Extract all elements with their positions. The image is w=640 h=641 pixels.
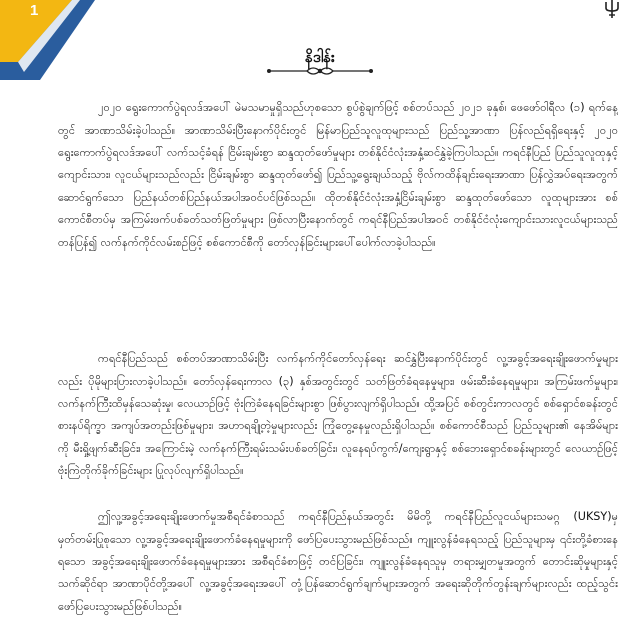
paragraph-1: ၂၀၂၀ ရွေးကောက်ပွဲရလဒ်အပေါ် မဲမသမာမှုရှိသည်ဟုစသော စွပ်စွဲချက်ဖြင့် စစ်တပ်သည် ၂၀၂၁ ခုနှစ်၊ ဖေဖော်ဝါရီလ (၁) ရက်နေ့တွင် အာဏာသိမ်းခဲ့ပါသည်။ အာဏာသိမ်းပြီးနောက်ပိုင်းတွင် မြန်မာပြည်သူလူထုများသည် ပြည်သူ့အာဏာ ပြန်လည်ရရှိရေးနှင့် ၂၀၂၀ ရွေးကောက်ပွဲရလဒ်အပေါ် လက်သင့်ခံရန် ငြိမ်းချမ်းစွာ ဆန္ဒထုတ်ဖော်မှုများ တစ်နိုင်ငံလုံးအနှံ့ဆင်နွှဲခဲ့ကြပါသည်။ ကရင်နီပြည် ပြည်သူလူထုနှင့်ကျောင်းသား၊ လူငယ်များသည်လည်း ငြိမ်းချမ်းစွာ ဆန္ဒထုတ်ဖော်၍ ပြည်သူ့ရွေးချယ်သည့် ဗိုလ်ကထိန်ချင်းရေးအာဏာ ပြန်လွှဲအပ်ရေးအတွက် ဆောင်ရွက်သော ပြည်နယ်တစ်ပြည်နယ်အပါအဝင်ပင်ဖြစ်သည်။ ထိုတစ်နိုင်ငံလုံးအနှံ့ငြိမ်းချမ်းစွာ ဆန္ဒထုတ်ဖော်သော လူထုများအား စစ်ကောင်စီတပ်မှ အကြမ်းဖက်ပစ်ခတ်သတ်ဖြတ်မှုများ ဖြစ်လာပြီးနောက်တွင် ကရင်နီပြည်အပါအဝင် တစ်နိုင်ငံလုံးကျောင်းသားလူငယ်များသည် တန်ပြန်၍ လက်နက်ကိုင်လမ်းစဉ်ဖြင့် စစ်ကောင်စီကို တော်လှန်ခြင်းများပေါ်ပေါက်လာခဲ့ပါသည်။ (58, 101, 618, 249)
page-number: 1 (30, 2, 39, 19)
paragraph-2: ကရင်နီပြည်သည် စစ်တပ်အာဏာသိမ်းပြီး လက်နက်ကိုင်တော်လှန်ရေး ဆင်နွှဲပြီးနောက်ပိုင်းတွင် လူ့အခွင့်အရေးချိုးဖောက်မှုများလည်း ပိုမိုများပြားလာခဲ့ပါသည်။ တော်လှန်ရေးကာလ (၃) နှစ်အတွင်းတွင် သတ်ဖြတ်ခံရနေမှုများ၊ ဖမ်းဆီးခံနေရမှုများ၊ အကြမ်းဖက်မှုများ၊ လက်နက်ကြီးထိမှန်သေဆုံးမှု၊ လေယာဉ်ဖြင့် ဗုံးကြဲခံနေရခြင်းများစွာ ဖြစ်ပွားလျက်ရှိပါသည်။ ထို့အပြင် စစ်တွင်းကာလတွင် စစ်ရှောင်စခန်းတွင် စားနပ်ရိက္ခာ အကျပ်အတည်းဖြစ်မှုများ၊ အဟာရချို့တဲ့မှုများလည်း ကြုံတွေ့နေမှုလည်းရှိပါသည်။ စစ်ကောင်စီသည် ပြည်သူများ၏ နေအိမ်များကို မီးရှို့ဖျက်ဆီးခြင်း၊ အကြောင်းမဲ့ လက်နက်ကြီးရမ်းသမ်းပစ်ခတ်ခြင်း၊ လူနေရပ်ကွက်/ကျေးရွာနှင့် စစ်ဘေးရှောင်စခန်းများတွင် လေယာဉ်ဖြင့် ဗုံးကြဲတိုက်ခိုက်ခြင်းများ ပြုလုပ်လျက်ရှိပါသည်။ (58, 352, 618, 478)
section-title: နိဒါန်း (305, 48, 335, 66)
trident-emblem-icon (604, 0, 620, 18)
paragraph-3: ဤလူ့အခွင့်အရေးချိုးဖောက်မှုအစီရင်ခံစာသည် ကရင်နီပြည်နယ်အတွင်း မိမိတို့ ကရင်နီပြည်လူငယ်များသမဂ္ဂ (UKSY)မှ မှတ်တမ်းပြုစုသော လူ့အခွင့်အရေးချိုးဖောက်ခံနေရမှုများကို ဖော်ပြပေးသွားမည်ဖြစ်သည်။ ကျူးလွန်ခံနေရသည့် ပြည်သူများမှ ၎င်းတို့ခံစားနေရသော အခွင့်အရေးချိုးဖောက်ခံနေရမှုများအား အစီရင်ခံစာဖြင့် တင်ပြခြင်း၊ ကျူးလွန်ခံနေရသူမှ တရားမျှတမှုအတွက် တောင်းဆိုမှုများနှင့် သက်ဆိုင်ရာ အာဏာပိုင်တို့အပေါ် လူ့အခွင့်အရေးအပေါ် တုံ့ပြန်ဆောင်ရွက်ချက်များအတွက် အရေးဆိုတိုက်တွန်းချက်များလည်း ထည့်သွင်းဖော်ပြပေးသွားမည်ဖြစ်ပါသည်။ (58, 510, 618, 613)
title-ornament (265, 64, 375, 78)
